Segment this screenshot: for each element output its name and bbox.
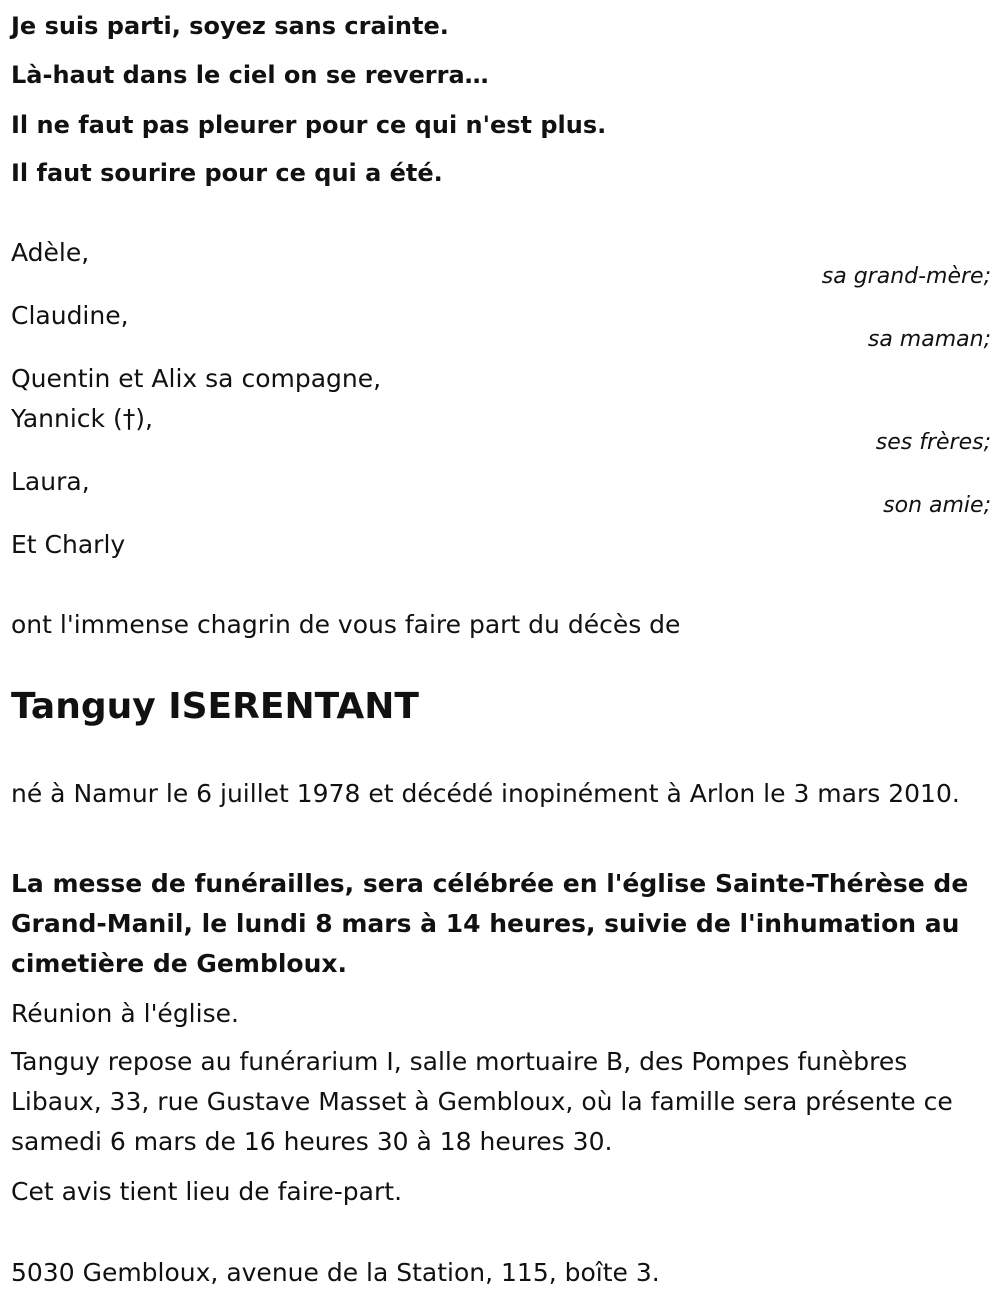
family-member-claudine: Claudine, xyxy=(11,301,129,330)
poem-line-1: Je suis parti, soyez sans crainte. xyxy=(11,12,449,40)
funeral-details: La messe de funérailles, sera célébrée en l'église Sainte-Thérèse de Grand-Manil, le lundi 8 mars à 14 heures, suivie de l'inhumation au cimetière de Gembloux. xyxy=(11,869,969,978)
relation-girlfriend: son amie; xyxy=(883,493,991,518)
family-member-laura: Laura, xyxy=(11,467,90,496)
meeting-text: Réunion à l'église. xyxy=(11,999,239,1028)
announcement-text: ont l'immense chagrin de vous faire part du décès de xyxy=(11,610,681,639)
family-member-adele: Adèle, xyxy=(11,238,90,267)
notice-text: Cet avis tient lieu de faire-part. xyxy=(11,1177,403,1206)
family-member-charly: Et Charly xyxy=(11,530,126,559)
family-member-quentin: Quentin et Alix sa compagne, xyxy=(11,364,382,393)
family-address: 5030 Gembloux, avenue de la Station, 115, boîte 3. xyxy=(11,1258,660,1287)
visitation-details: Tanguy repose au funérarium I, salle mortuaire B, des Pompes funèbres Libaux, 33, rue Gustave Masset à Gembloux, où la famille sera présente ce samedi 6 mars de 16 heures 30 à 18 heures 30. xyxy=(11,1047,953,1156)
poem-line-3: Il ne faut pas pleurer pour ce qui n'est plus. xyxy=(11,111,607,139)
relation-grandmother: sa grand-mère; xyxy=(821,264,991,289)
poem-line-2: Là-haut dans le ciel on se reverra… xyxy=(11,61,489,89)
family-member-yannick: Yannick (†), xyxy=(11,404,153,433)
relation-brothers: ses frères; xyxy=(875,430,991,455)
poem-line-4: Il faut sourire pour ce qui a été. xyxy=(11,159,443,187)
birth-death-text: né à Namur le 6 juillet 1978 et décédé inopinément à Arlon le 3 mars 2010. xyxy=(11,779,960,808)
obituary-notice xyxy=(11,0,991,1306)
deceased-name: Tanguy ISERENTANT xyxy=(11,686,419,727)
relation-mother: sa maman; xyxy=(867,327,991,352)
